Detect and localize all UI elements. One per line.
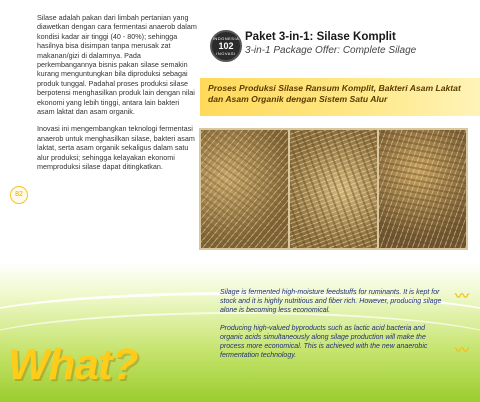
english-description — [220, 288, 448, 369]
english-paragraph-1: Silage is fermented high-moisture feedstuffs for ruminants. It is kept for stock and it is highly nutritious and fiber rich. However, producing silage alone is becoming less economical. — [220, 289, 442, 314]
page-number: 82 — [10, 186, 28, 204]
page-subtitle: 3-in-1 Package Offer: Complete Silage — [245, 45, 417, 56]
badge-number: 102 — [218, 41, 234, 51]
page-title: Paket 3-in-1: Silase Komplit — [245, 31, 396, 43]
inovasi-badge-icon — [210, 30, 242, 62]
intro-paragraph-1: Silase adalah pakan dari limbah pertanian yang diawetkan dengan cara fermentasi anaerob dalam kondisi kadar air tinggi (40 - 80%); sehingga hasilnya bisa disimpan tanpa merusak zat makanan/gizi di dalamnya. Pada perkembangannya bisnis pakan silase semakin kurang menguntungkan bila diproduksi sebagai produk tunggal. Padahal proses produksi silase berpotensi menghasilkan produk lain dengan nilai ekonomi yang lebih tinggi, antara lain bakteri asam laktat dan asam organik. — [37, 13, 197, 117]
intro-paragraph-2: Inovasi ini mengembangkan teknologi fermentasi anaerob untuk menghasilkan silase, bakteri asam laktat, serta asam organik sekaligus dalam satu alur produksi; sehingga kelayakan ekonomi memproduksi silase dapat ditingkatkan. — [37, 124, 195, 172]
what-heading: What? — [8, 340, 138, 389]
badge-bottom-text: INOVASI — [216, 51, 236, 56]
swoosh-icon: 〰 — [455, 288, 469, 304]
silage-photo-1 — [199, 128, 290, 250]
english-paragraph-2: Producing high-valued byproducts such as lactic acid bacteria and organic acids simultaneously along silage production will make the process more economical. This is achieved with the new anaerobic fermentation technology. — [220, 325, 428, 359]
process-banner: Proses Produksi Silase Ransum Komplit, Bakteri Asam Laktat dan Asam Organik dengan Sistem Satu Alur — [200, 78, 480, 116]
badge-top-text: INDONESIA — [212, 36, 240, 41]
silage-photo-3 — [377, 128, 468, 250]
swoosh-icon: 〰 — [455, 342, 469, 358]
silage-photo-2 — [288, 128, 379, 250]
intro-text — [37, 13, 197, 180]
